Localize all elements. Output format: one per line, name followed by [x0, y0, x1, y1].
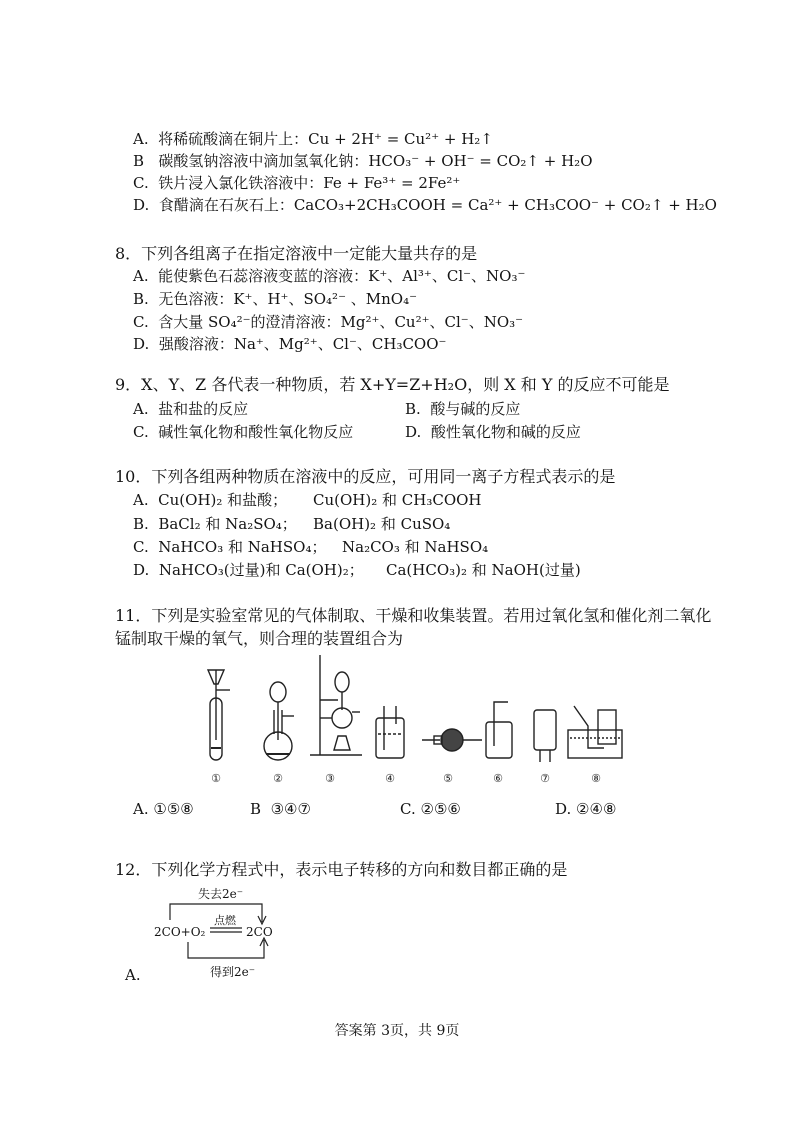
- apparatus-3: [310, 655, 362, 755]
- q7-option-d: D. 食醋滴在石灰石上：CaCO₃+2CH₃COOH = Ca²⁺ + CH₃COO⁻ + CO₂↑ + H₂O: [133, 196, 717, 214]
- q11-option-a: A. ①⑤⑧: [133, 800, 194, 818]
- q12-bottom-label: 得到2e⁻: [210, 965, 256, 979]
- q11-stem-line2: 锰制取干燥的氧气，则合理的装置组合为: [115, 629, 404, 648]
- apparatus-6: [486, 702, 512, 758]
- apparatus-label-5: ⑤: [443, 772, 453, 785]
- q11-stem-line1: 11．下列是实验室常见的气体制取、干燥和收集装置。若用过氧化氢和催化剂二氧化: [115, 606, 712, 625]
- q7-option-c: C. 铁片浸入氯化铁溶液中：Fe + Fe³⁺ = 2Fe²⁺: [133, 174, 461, 192]
- q12-left-side: 2CO+O₂: [154, 925, 206, 939]
- apparatus-8: [568, 706, 622, 758]
- q9-option-b: B. 酸与碱的反应: [405, 400, 521, 418]
- q12-stem: 12．下列化学方程式中，表示电子转移的方向和数目都正确的是: [115, 860, 568, 879]
- q10-option-c: C. NaHCO₃ 和 NaHSO₄；: [133, 538, 327, 556]
- apparatus-2: [264, 682, 294, 760]
- q11-option-c: C. ②⑤⑥: [400, 800, 461, 818]
- q11-apparatus-figure: [190, 650, 650, 790]
- apparatus-label-8: ⑧: [591, 772, 601, 785]
- apparatus-label-1: ①: [211, 772, 221, 785]
- q10-option-a: A. Cu(OH)₂ 和盐酸；: [133, 491, 288, 509]
- q9-stem: 9．X、Y、Z 各代表一种物质，若 X+Y=Z+H₂O，则 X 和 Y 的反应不可能是: [115, 375, 670, 394]
- q10-stem: 10．下列各组两种物质在溶液中的反应，可用同一离子方程式表示的是: [115, 467, 616, 486]
- q10-option-b: B. BaCl₂ 和 Na₂SO₄；: [133, 515, 297, 533]
- q7-option-b: B 碳酸氢钠溶液中滴加氢氧化钠：HCO₃⁻ + OH⁻ = CO₂↑ + H₂O: [133, 152, 593, 170]
- q11-option-b: B ③④⑦: [250, 800, 311, 818]
- q7-option-a: A. 将稀硫酸滴在铜片上：Cu + 2H⁺ = Cu²⁺ + H₂↑: [133, 130, 493, 148]
- q10-option-b-second: Ba(OH)₂ 和 CuSO₄: [313, 515, 451, 533]
- q9-option-d: D. 酸性氧化物和碱的反应: [405, 423, 581, 441]
- q12-electron-transfer-diagram: [150, 882, 300, 982]
- q10-option-a-second: Cu(OH)₂ 和 CH₃COOH: [313, 491, 482, 509]
- q12-condition: 点燃: [214, 914, 236, 927]
- apparatus-label-7: ⑦: [540, 772, 550, 785]
- q8-stem: 8．下列各组离子在指定溶液中一定能大量共存的是: [115, 244, 478, 263]
- apparatus-label-4: ④: [385, 772, 395, 785]
- q9-option-c: C. 碱性氧化物和酸性氧化物反应: [133, 423, 354, 441]
- apparatus-label-3: ③: [325, 772, 335, 785]
- page-footer: 答案第 3页，共 9页: [334, 1023, 460, 1039]
- apparatus-5: [422, 729, 482, 751]
- q10-option-c-second: Na₂CO₃ 和 NaHSO₄: [342, 538, 489, 556]
- q8-option-a: A. 能使紫色石蕊溶液变蓝的溶液：K⁺、Al³⁺、Cl⁻、NO₃⁻: [133, 267, 526, 285]
- apparatus-1: [208, 670, 230, 760]
- q8-option-c: C. 含大量 SO₄²⁻的澄清溶液：Mg²⁺、Cu²⁺、Cl⁻、NO₃⁻: [133, 313, 524, 331]
- q10-option-d: D. NaHCO₃(过量)和 Ca(OH)₂；: [133, 561, 364, 579]
- q12-right-side: 2CO: [246, 925, 273, 939]
- q12-option-a-label: A.: [125, 966, 141, 984]
- apparatus-4: [376, 706, 404, 758]
- q12-top-label: 失去2e⁻: [198, 887, 244, 901]
- apparatus-label-6: ⑥: [493, 772, 503, 785]
- q8-option-b: B. 无色溶液：K⁺、H⁺、SO₄²⁻ 、MnO₄⁻: [133, 290, 417, 308]
- q8-option-d: D. 强酸溶液：Na⁺、Mg²⁺、Cl⁻、CH₃COO⁻: [133, 335, 447, 353]
- q10-option-d-second: Ca(HCO₃)₂ 和 NaOH(过量): [386, 561, 581, 579]
- q9-option-a: A. 盐和盐的反应: [133, 400, 249, 418]
- apparatus-7: [534, 710, 556, 762]
- q11-option-d: D. ②④⑧: [555, 800, 617, 818]
- apparatus-label-2: ②: [273, 772, 283, 785]
